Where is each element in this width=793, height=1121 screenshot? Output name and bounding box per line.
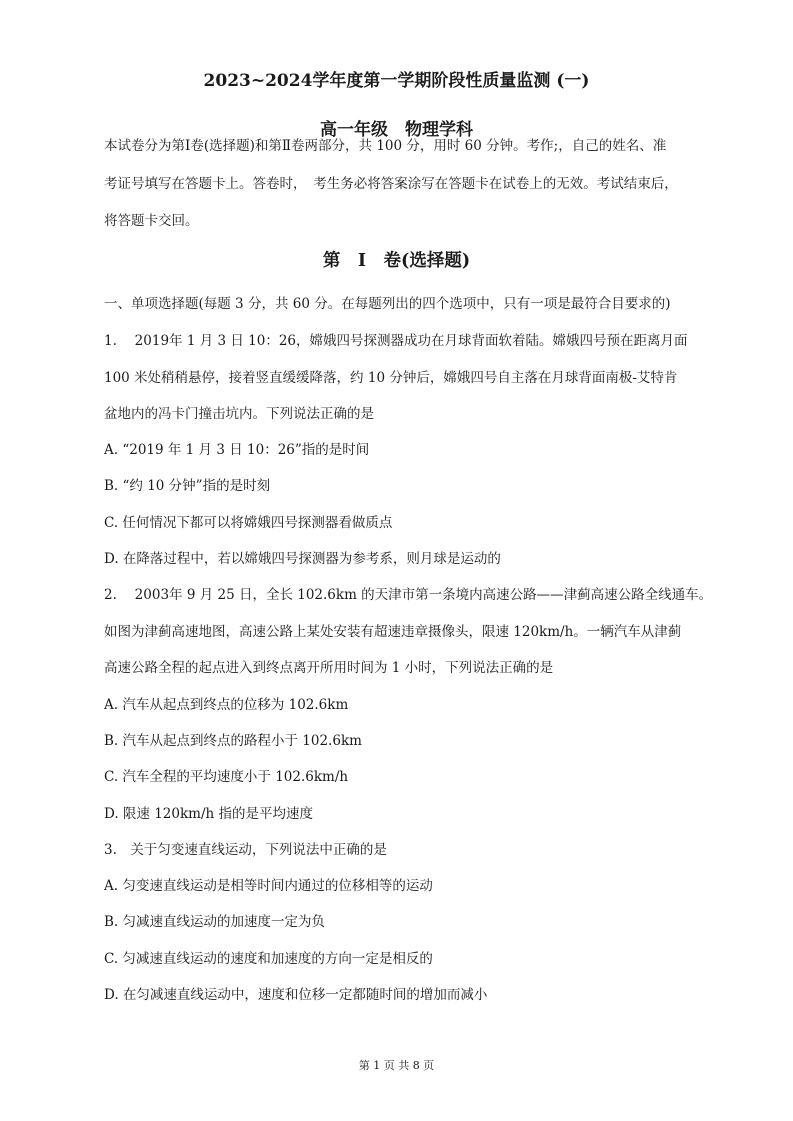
instructions-line-2: 考证号填写在答题卡上。答卷时， 考生务必将答案涂写在答题卡在试卷上的无效。考试结束后， [104, 176, 678, 192]
question-stem-line: 高速公路全程的起点进入到终点离开所用时间为 1 小时，下列说法正确的是 [104, 660, 554, 676]
question-stem-line: 100 米处稍稍悬停，接着竖直缓缓降落，约 10 分钟后，嫦娥四号自主落在月球背面南极-艾特肯 [104, 370, 678, 386]
page-footer: 第 1 页 共 8 页 [358, 1059, 435, 1072]
part-heading: 一、单项选择题(每题 3 分，共 60 分。在每题列出的四个选项中，只有一项是最符合目要求的) [104, 296, 671, 312]
option-b: B. 汽车从起点到终点的路程小于 102.6km [104, 733, 362, 749]
option-d: D. 在降落过程中，若以嫦娥四号探测器为参考系，则月球是运动的 [104, 551, 501, 567]
option-b: B. “约 10 分钟”指的是时刻 [104, 478, 271, 494]
option-c: C. 汽车全程的平均速度小于 102.6km/h [104, 769, 349, 785]
exam-title: 2023~2024学年度第一学期阶段性质量监测 (一) [203, 71, 590, 91]
option-a: A. 汽车从起点到终点的位移为 102.6km [104, 697, 349, 713]
option-b: B. 匀减速直线运动的加速度一定为负 [104, 914, 326, 930]
question-stem-line: 如图为津蓟高速地图，高速公路上某处安装有超速违章摄像头，限速 120km/h。一辆汽车从津蓟 [104, 624, 682, 640]
option-a: A. “2019 年 1 月 3 日 10：26”指的是时间 [104, 442, 370, 458]
option-d: D. 在匀减速直线运动中，速度和位移一定都随时间的增加而减小 [104, 987, 488, 1003]
section-title: 第 Ⅰ 卷(选择题) [322, 251, 471, 271]
option-d: D. 限速 120km/h 指的是平均速度 [104, 806, 313, 822]
instructions-line-3: 将答题卡交回。 [104, 213, 199, 229]
option-a: A. 匀变速直线运动是相等时间内通过的位移相等的运动 [104, 878, 433, 894]
exam-subtitle: 高一年级 物理学科 [320, 120, 473, 140]
question-stem-line: 2. 2003年 9 月 25 日，全长 102.6km 的天津市第一条境内高速公路——津蓟高速公路全线通车。 [104, 587, 713, 603]
option-c: C. 匀减速直线运动的速度和加速度的方向一定是相反的 [104, 951, 433, 967]
instructions-line-1: 本试卷分为第Ⅰ卷(选择题)和第Ⅱ卷两部分，共 100 分，用时 60 分钟。考作;，自己的姓名、准 [104, 138, 667, 154]
option-c: C. 任何情况下都可以将嫦娥四号探测器看做质点 [104, 515, 393, 531]
question-stem-line: 3. 关于匀变速直线运动，下列说法中正确的是 [104, 842, 387, 858]
question-stem-line: 1. 2019年 1 月 3 日 10：26，嫦娥四号探测器成功在月球背面软着陆。嫦娥四号预在距离月面 [104, 333, 688, 349]
question-stem-line: 盆地内的冯卡门撞击坑内。下列说法正确的是 [104, 406, 374, 422]
